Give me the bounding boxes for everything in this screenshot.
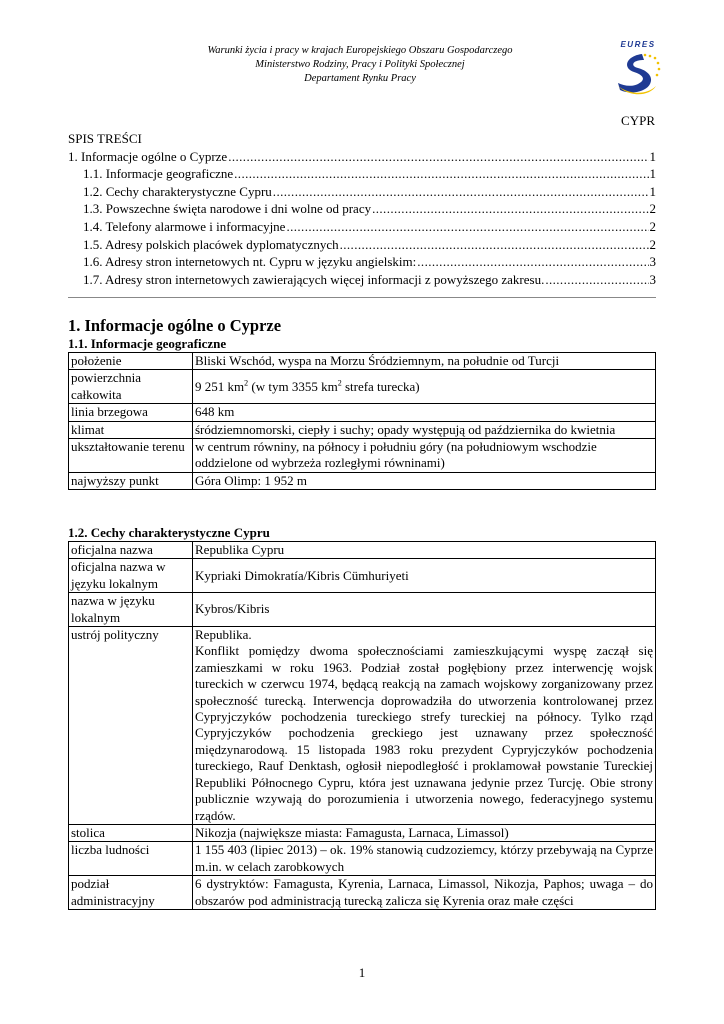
geo-value: Bliski Wschód, wyspa na Morzu Śródziemnym, na południe od Turcji xyxy=(193,353,656,370)
geo-key: najwyższy punkt xyxy=(69,472,193,489)
toc-item-label: 1.1. Informacje geograficzne xyxy=(83,166,234,182)
toc-item-label: 1. Informacje ogólne o Cyprze xyxy=(68,148,228,164)
table-row xyxy=(69,404,656,421)
toc-item-page: 1 xyxy=(649,166,656,182)
toc-item-page: 2 xyxy=(649,236,656,252)
feature-key: stolica xyxy=(69,824,193,841)
table-of-contents xyxy=(68,130,656,288)
table-row xyxy=(69,353,656,370)
toc-item-label: 1.7. Adresy stron internetowych zawierających więcej informacji z powyższego zakresu. xyxy=(83,271,545,287)
geo-table xyxy=(68,352,656,490)
geo-value: 9 251 $km^2$ (w tym 3355 $km^2$ strefa turecka) xyxy=(193,370,656,404)
table-row xyxy=(69,627,656,825)
toc-item-label: 1.2. Cechy charakterystyczne Cypru xyxy=(83,183,272,199)
header-line-1: Warunki życia i pracy w krajach Europejskiego Obszaru Gospodarczego xyxy=(207,45,513,56)
geo-value: Góra Olimp: 1 952 m xyxy=(193,472,656,489)
table-row xyxy=(69,542,656,559)
geo-key: ukształtowanie terenu xyxy=(69,439,193,473)
table-row xyxy=(69,824,656,841)
toc-item-label: 1.5. Adresy polskich placówek dyplomatycznych xyxy=(83,236,339,252)
table-row xyxy=(69,593,656,627)
section-divider xyxy=(68,297,656,298)
table-row xyxy=(69,370,656,404)
section-heading: 1. Informacje ogólne o Cyprze xyxy=(68,316,282,335)
political-system-description: Konflikt pomiędzy dwoma społecznościami zamieszkującymi wyspę zaczął się zamieszkami w roku 1963. Podział został pogłębiony przez interwencję wojsk tureckich w czerwcu 1974, będącą reakcją na zamach wojskowy zorganizowany przez społeczność turecką. Interwencja doprowadziła do utworzenia kontrolowanej przez Cypryjczyków pochodzenia tureckiego strefy tureckiej na północy. Tylko rząd Cypryjczyków pochodzenia greckiego jest uznawany przez społeczność międzynarodową. 15 listopada 1983 roku prezydent Cypryjczyków pochodzenia tureckiego, Rauf Denktash, ogłosił niepodległość i proklamował powstanie Tureckiej Republiki Północnego Cypru, która jest uznawana jedynie przez Turcję. Obie strony publicznie wzywają do porozumienia i utworzenia nowego, federacyjnego systemu rządów. xyxy=(195,643,653,823)
eures-logo xyxy=(612,40,664,98)
feature-key: liczba ludności xyxy=(69,842,193,876)
feature-value: 6 dystryktów: Famagusta, Kyrenia, Larnaca, Limassol, Nikozja, Paphos; uwaga – do obszarów pod administracją turecką zalicza się Kyrenia oraz małe części xyxy=(193,876,656,910)
features-heading: 1.2. Cechy charakterystyczne Cypru xyxy=(68,525,270,540)
geo-value: w centrum równiny, na północy i południu góry (na południowym wschodzie oddzielone od wybrzeża rozległymi równinami) xyxy=(193,439,656,473)
document-header xyxy=(150,44,570,86)
table-row xyxy=(69,559,656,593)
feature-key: oficjalna nazwa w języku lokalnym xyxy=(69,559,193,593)
toc-item-1-6[interactable] xyxy=(68,253,656,271)
geo-key: klimat xyxy=(69,421,193,438)
toc-item-1-5[interactable] xyxy=(68,236,656,254)
toc-item-label: 1.3. Powszechne święta narodowe i dni wolne od pracy xyxy=(83,201,372,217)
toc-item-page: 1 xyxy=(649,148,656,164)
feature-value: Kypriaki Dimokratía/Kibris Cümhuriyeti xyxy=(193,559,656,593)
table-row xyxy=(69,439,656,473)
geo-heading: 1.1. Informacje geograficzne xyxy=(68,336,227,351)
toc-item-1-7[interactable] xyxy=(68,271,656,289)
toc-item-label: 1.4. Telefony alarmowe i informacyjne xyxy=(83,218,286,234)
geo-key: położenie xyxy=(69,353,193,370)
table-row xyxy=(69,472,656,489)
feature-value: Nikozja (największe miasta: Famagusta, Larnaca, Limassol) xyxy=(193,824,656,841)
toc-item-page: 2 xyxy=(649,201,656,217)
toc-item-page: 3 xyxy=(649,254,656,270)
toc-item-1-2[interactable] xyxy=(68,183,656,201)
toc-item-1-1[interactable] xyxy=(68,165,656,183)
table-row xyxy=(69,421,656,438)
toc-item-page: 1 xyxy=(649,183,656,199)
toc-item-label: 1.6. Adresy stron internetowych nt. Cypru w języku angielskim: xyxy=(83,254,417,270)
geo-value: 648 km xyxy=(193,404,656,421)
political-system-short: Republika. xyxy=(195,627,252,643)
toc-item-page: 3 xyxy=(649,271,656,287)
feature-key: nazwa w języku lokalnym xyxy=(69,593,193,627)
feature-value xyxy=(193,627,656,825)
header-line-2: Ministerstwo Rodziny, Pracy i Polityki Społecznej xyxy=(255,59,465,70)
feature-value: Kybros/Kibris xyxy=(193,593,656,627)
feature-key: ustrój polityczny xyxy=(69,627,193,825)
page-number: 1 xyxy=(358,965,366,980)
toc-item-page: 2 xyxy=(649,218,656,234)
feature-value: 1 155 403 (lipiec 2013) – ok. 19% stanowią cudzoziemcy, którzy przebywają na Cyprze m.in. w celach zarobkowych xyxy=(193,842,656,876)
geo-value: śródziemnomorski, ciepły i suchy; opady występują od października do kwietnia xyxy=(193,421,656,438)
feature-key: podział administracyjny xyxy=(69,876,193,910)
header-line-3: Departament Rynku Pracy xyxy=(304,73,416,84)
toc-item-1-4[interactable] xyxy=(68,218,656,236)
geo-key: powierzchnia całkowita xyxy=(69,370,193,404)
toc-item-1[interactable] xyxy=(68,148,656,166)
toc-title: SPIS TREŚCI xyxy=(68,131,142,146)
table-row xyxy=(69,842,656,876)
table-row xyxy=(69,876,656,910)
geo-key: linia brzegowa xyxy=(69,404,193,421)
feature-key: oficjalna nazwa xyxy=(69,542,193,559)
features-table xyxy=(68,541,656,910)
feature-value: Republika Cypru xyxy=(193,542,656,559)
eures-logo-text: EURES xyxy=(620,40,656,49)
toc-item-1-3[interactable] xyxy=(68,200,656,218)
country-label: CYPR xyxy=(621,113,655,128)
